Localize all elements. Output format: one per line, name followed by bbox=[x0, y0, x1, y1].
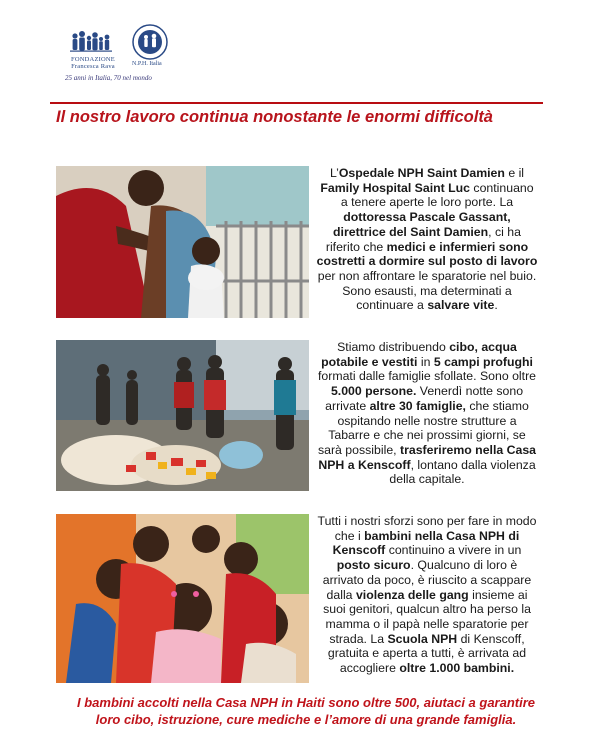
bold-text-run: trasferiremo nella Casa NPH a Kenscoff bbox=[318, 442, 537, 472]
text-run: . bbox=[494, 298, 498, 313]
bold-text-run: oltre 1.000 bambini. bbox=[399, 661, 515, 676]
bold-text-run: Ospedale NPH Saint Damien bbox=[338, 166, 505, 180]
text-run: di Kenscoff, gratuita e aperta a tutti, è arrivata ad accogliere bbox=[327, 631, 527, 676]
header-divider bbox=[50, 102, 543, 104]
foundation-logo bbox=[60, 14, 180, 92]
paragraph-children-safety bbox=[316, 514, 538, 676]
appeal-line1: I bambini accolti nella Casa NPH in Haiti sono oltre 500, aiutaci a garantire bbox=[76, 695, 536, 710]
text-run: che stiamo ospitando nelle nostre strutture a Tabarre e che nei prossimi giorni, se sarà possibile, bbox=[317, 398, 529, 457]
text-run: e il bbox=[504, 166, 525, 180]
bold-text-run: Family Hospital Saint Luc bbox=[320, 180, 471, 195]
text-run: insieme ai suoi genitori, qualcun altro ha perso la mamma o il papà nelle sparatorie per strada. La bbox=[323, 587, 531, 646]
bold-text-run: altre 30 famiglie, bbox=[369, 398, 466, 413]
photo-aid-distribution bbox=[56, 340, 309, 491]
bold-text-run: salvare vite bbox=[427, 298, 495, 313]
logo-name-line2: Francesca Rava bbox=[71, 63, 115, 70]
bold-text-run: posto sicuro bbox=[336, 558, 411, 573]
text-run: per non affrontare le sparatorie nel buio. Sono esausti, ma determinati a continuare a bbox=[317, 268, 537, 313]
text-run: L’ bbox=[329, 166, 339, 180]
bold-text-run: 5 campi profughi bbox=[433, 354, 533, 369]
bold-text-run: Scuola NPH bbox=[387, 631, 458, 646]
text-run: formati dalle famiglie sfollate. Sono oltre bbox=[317, 369, 537, 384]
text-run: , lontano dalla violenza della capitale. bbox=[389, 457, 536, 487]
photo-doctor-with-child bbox=[56, 166, 309, 318]
bold-text-run: medici e infermieri sono costretti a dormire sul posto di lavoro bbox=[316, 239, 538, 269]
photo-children-group bbox=[56, 514, 309, 683]
text-run: Venerdì notte sono arrivate bbox=[325, 384, 524, 413]
bold-text-run: dottoressa Pascale Gassant, direttrice del Saint Damien bbox=[333, 210, 511, 239]
text-run: Tutti i nostri sforzi sono per fare in modo che i bbox=[317, 514, 537, 543]
logo-nph: N.P.H. Italia bbox=[132, 61, 162, 67]
logo-name-line1: FONDAZIONE bbox=[71, 56, 115, 63]
text-run: . Qualcuno di loro è arrivato da poco, è riuscito a scappare dalla bbox=[322, 558, 532, 602]
appeal-footer bbox=[56, 694, 556, 728]
text-run: , ci ha riferito che bbox=[325, 224, 521, 254]
text-run: continuano a tenere aperte le loro porte. La bbox=[340, 180, 534, 210]
paragraph-refugee-camps bbox=[316, 340, 538, 487]
page-headline: Il nostro lavoro continua nonostante le enormi difficoltà bbox=[56, 108, 493, 126]
logo-tagline: 25 anni in Italia, 70 nel mondo bbox=[65, 74, 152, 82]
appeal-line2: loro cibo, istruzione, cure mediche e l’amore di una grande famiglia. bbox=[95, 712, 517, 727]
text-run: continuino a vivere in un bbox=[385, 543, 522, 558]
text-run: in bbox=[417, 354, 434, 369]
paragraph-hospitals bbox=[316, 166, 538, 313]
bold-text-run: bambini nella Casa NPH di Kenscoff bbox=[332, 528, 520, 558]
bold-text-run: cibo, acqua potabile e vestiti bbox=[321, 340, 517, 369]
logo-name bbox=[70, 56, 116, 70]
bold-text-run: 5.000 persone. bbox=[330, 384, 417, 399]
bold-text-run: violenza delle gang bbox=[355, 587, 469, 602]
text-run: Stiamo distribuendo bbox=[337, 340, 450, 354]
